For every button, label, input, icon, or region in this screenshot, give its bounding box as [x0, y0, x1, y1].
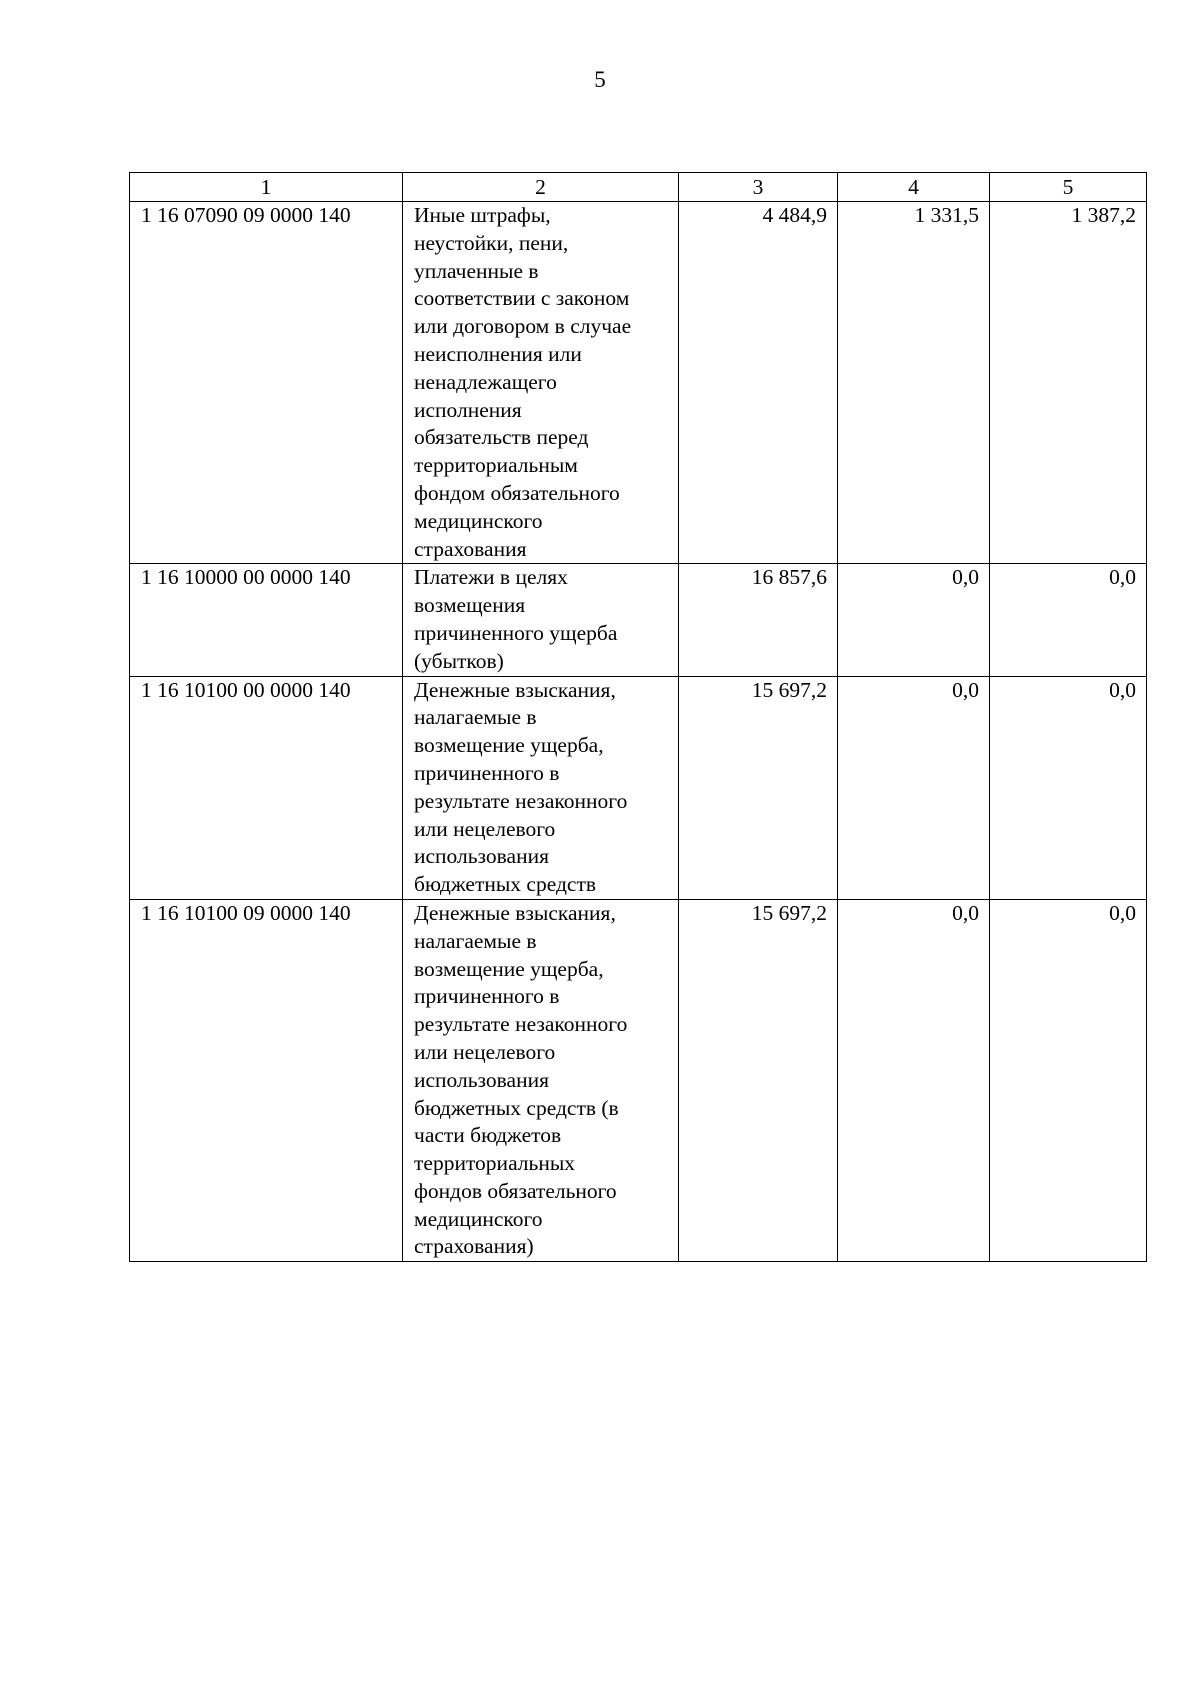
column-header-5: 5: [990, 173, 1147, 202]
row-code-cell: 1 16 10000 00 0000 140: [130, 564, 403, 676]
row-value-col4: 0,0: [838, 676, 990, 899]
table-row: [130, 676, 1147, 899]
row-value-col3: 16 857,6: [679, 564, 838, 676]
column-header-4: 4: [838, 173, 990, 202]
table-row: [130, 564, 1147, 676]
table-row: [130, 202, 1147, 564]
row-value-col3: 4 484,9: [679, 202, 838, 564]
row-code-cell: 1 16 07090 09 0000 140: [130, 202, 403, 564]
row-value-col4: 0,0: [838, 564, 990, 676]
row-value-col4: 0,0: [838, 899, 990, 1261]
row-value-col5: 0,0: [990, 899, 1147, 1261]
budget-table: [129, 172, 1147, 1262]
row-code-cell: 1 16 10100 00 0000 140: [130, 676, 403, 899]
row-value-col3: 15 697,2: [679, 676, 838, 899]
row-description-cell: Иные штрафы, неустойки, пени, уплаченные в соответствии с законом или договором в случае неисполнения или ненадлежащего исполнения обязательств перед территориальным фондом обязательного медицинского страхования: [403, 202, 679, 564]
row-value-col5: 0,0: [990, 564, 1147, 676]
table-header-row: [130, 173, 1147, 202]
row-description-cell: Денежные взыскания, налагаемые в возмещение ущерба, причиненного в результате незаконного или нецелевого использования бюджетных средств: [403, 676, 679, 899]
row-description-cell: Денежные взыскания, налагаемые в возмещение ущерба, причиненного в результате незаконного или нецелевого использования бюджетных средств (в части бюджетов территориальных фондов обязательного медицинского страхования): [403, 899, 679, 1261]
row-description-cell: Платежи в целях возмещения причиненного ущерба (убытков): [403, 564, 679, 676]
row-value-col4: 1 331,5: [838, 202, 990, 564]
page-number: 5: [594, 67, 606, 92]
column-header-1: 1: [130, 173, 403, 202]
row-value-col5: 0,0: [990, 676, 1147, 899]
column-header-3: 3: [679, 173, 838, 202]
row-value-col3: 15 697,2: [679, 899, 838, 1261]
table-row: [130, 899, 1147, 1261]
column-header-2: 2: [403, 173, 679, 202]
row-code-cell: 1 16 10100 09 0000 140: [130, 899, 403, 1261]
row-value-col5: 1 387,2: [990, 202, 1147, 564]
